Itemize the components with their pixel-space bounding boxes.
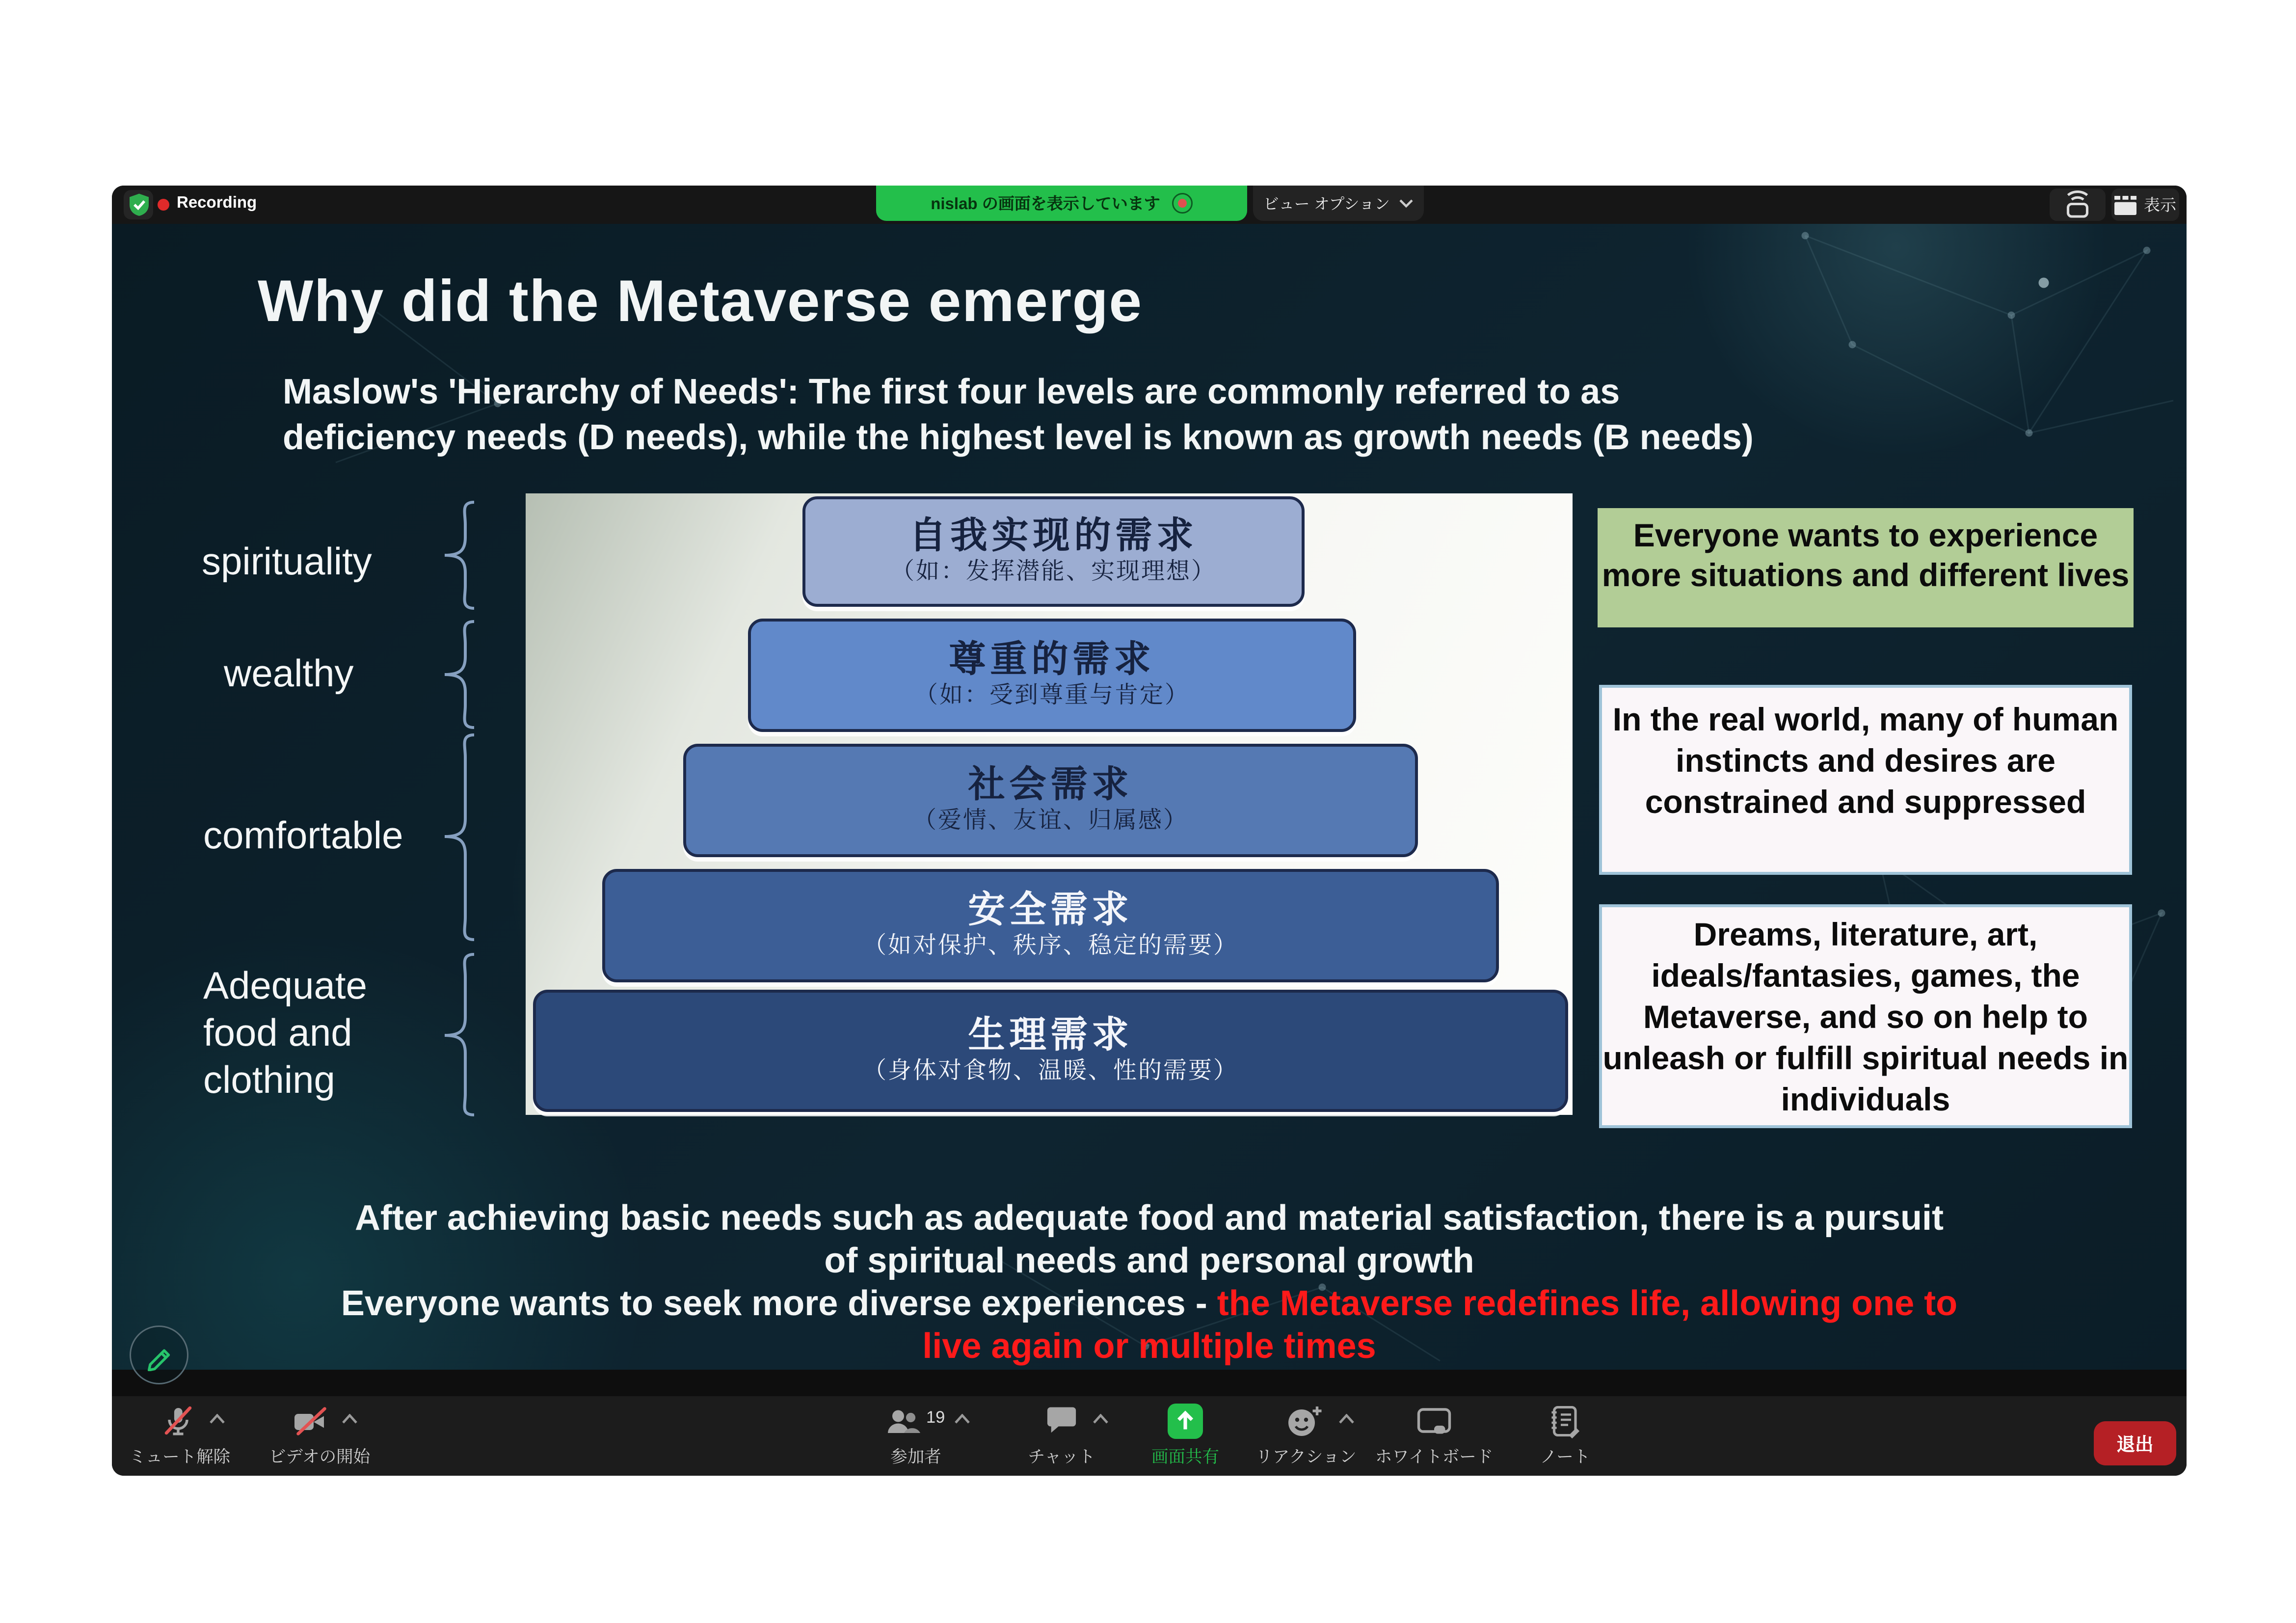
share-banner-text: nislab の画面を表示しています bbox=[931, 196, 1160, 214]
callout-white-2: Dreams, literature, art, ideals/fantasies, games, the Metaverse, and so on help to unleash or fulfill spiritual needs in individuals bbox=[1599, 904, 2132, 1128]
reactions-label: リアクション bbox=[1255, 1449, 1357, 1467]
bottom-line-2: of spiritual needs and personal growth bbox=[824, 1242, 1474, 1281]
callout-white-1: In the real world, many of human instincts and desires are constrained and suppressed bbox=[1599, 685, 2132, 875]
broadcast-button[interactable] bbox=[2050, 189, 2106, 221]
label-adequate-food: Adequate food and clothing bbox=[203, 963, 367, 1102]
reactions-caret[interactable] bbox=[1338, 1414, 1355, 1424]
pyramid-level-esteem: 尊重的需求 （如：受到尊重与肯定） bbox=[748, 619, 1356, 732]
callout-green: Everyone wants to experience more situations and different lives bbox=[1598, 508, 2134, 627]
display-label: 表示 bbox=[2144, 197, 2176, 215]
zoom-meeting-window bbox=[112, 186, 2187, 1476]
shield-check-icon bbox=[128, 193, 150, 216]
pyramid-level-social: 社会需求 （爱情、友谊、归属感） bbox=[683, 744, 1418, 857]
video-options-caret[interactable] bbox=[342, 1414, 358, 1424]
brace-adequate bbox=[439, 953, 477, 1118]
pencil-icon bbox=[143, 1339, 175, 1371]
mute-label: ミュート解除 bbox=[129, 1449, 231, 1467]
annotate-button[interactable] bbox=[130, 1325, 188, 1384]
screen-share-icon bbox=[1168, 1404, 1203, 1439]
subtitle-line-2: deficiency needs (D needs), while the highest level is known as growth needs (B needs) bbox=[283, 418, 1754, 458]
brace-wealthy bbox=[439, 620, 477, 729]
letterbox-strip bbox=[112, 1370, 2187, 1396]
screen-share-button[interactable] bbox=[1119, 1396, 1252, 1476]
mute-options-caret[interactable] bbox=[209, 1414, 225, 1424]
whiteboard-icon bbox=[1415, 1404, 1453, 1439]
reactions-smiley-icon bbox=[1285, 1404, 1324, 1439]
bottom-line-4: live again or multiple times bbox=[922, 1327, 1376, 1367]
screen-share-label: 画面共有 bbox=[1151, 1449, 1219, 1467]
participant-count: 19 bbox=[926, 1409, 945, 1427]
recording-label: Recording bbox=[177, 194, 257, 212]
slide-title: Why did the Metaverse emerge bbox=[258, 270, 1143, 334]
screen-share-banner bbox=[876, 186, 1247, 221]
bottom-line-3: Everyone wants to seek more diverse experiences - the Metaverse redefines life, allowing one to bbox=[341, 1284, 1958, 1324]
chevron-down-icon bbox=[1399, 199, 1414, 208]
start-video-button[interactable] bbox=[252, 1396, 387, 1476]
slide-bottom-text bbox=[112, 1197, 2187, 1368]
label-spirituality: spirituality bbox=[202, 539, 372, 583]
video-off-icon bbox=[292, 1404, 330, 1439]
recording-dot-icon bbox=[158, 199, 169, 211]
chat-label: チャット bbox=[1028, 1449, 1095, 1467]
banner-recording-icon bbox=[1172, 193, 1193, 214]
layout-grid-icon bbox=[2114, 195, 2136, 215]
slide-subtitle bbox=[283, 370, 1754, 461]
notes-button[interactable] bbox=[1499, 1396, 1631, 1476]
view-options-label: ビュー オプション bbox=[1263, 195, 1390, 213]
brace-comfortable bbox=[439, 733, 477, 943]
chat-bubble-icon bbox=[1044, 1404, 1079, 1439]
whiteboard-label: ホワイトボード bbox=[1375, 1449, 1494, 1467]
bottom-line-1: After achieving basic needs such as adequate food and material satisfaction, there is a pursuit bbox=[355, 1199, 1944, 1239]
reactions-button[interactable] bbox=[1240, 1396, 1372, 1476]
pyramid-level-self-actualization: 自我实现的需求 （如：发挥潜能、实现理想） bbox=[802, 496, 1305, 607]
shared-slide bbox=[112, 224, 2187, 1370]
notes-label: ノート bbox=[1540, 1449, 1591, 1467]
start-video-label: ビデオの開始 bbox=[268, 1449, 371, 1467]
display-view-button[interactable] bbox=[2111, 189, 2179, 221]
whiteboard-button[interactable] bbox=[1368, 1396, 1500, 1476]
label-comfortable: comfortable bbox=[203, 813, 403, 857]
view-options-button[interactable] bbox=[1253, 186, 1424, 221]
subtitle-line-1: Maslow's 'Hierarchy of Needs': The first four levels are commonly referred to as bbox=[283, 373, 1620, 412]
participants-icon bbox=[885, 1404, 923, 1439]
security-shield-button[interactable] bbox=[124, 190, 153, 219]
microphone-muted-icon bbox=[160, 1404, 196, 1439]
participants-caret[interactable] bbox=[954, 1414, 970, 1424]
participants-label: 参加者 bbox=[890, 1449, 941, 1467]
chat-button[interactable] bbox=[995, 1396, 1128, 1476]
chat-caret[interactable] bbox=[1093, 1414, 1109, 1424]
participants-button[interactable] bbox=[850, 1396, 982, 1476]
mute-button[interactable] bbox=[112, 1396, 247, 1476]
maslow-pyramid-image bbox=[526, 493, 1573, 1115]
label-wealthy: wealthy bbox=[224, 651, 354, 695]
meeting-topbar bbox=[112, 186, 2187, 224]
meeting-toolbar bbox=[112, 1396, 2187, 1476]
notes-icon bbox=[1549, 1404, 1581, 1439]
pyramid-level-safety: 安全需求 （如对保护、秩序、稳定的需要） bbox=[602, 869, 1499, 982]
broadcast-icon bbox=[2061, 190, 2094, 219]
pyramid-level-physiological: 生理需求 （身体对食物、温暖、性的需要） bbox=[533, 990, 1568, 1112]
leave-meeting-button[interactable]: 退出 bbox=[2094, 1421, 2176, 1465]
brace-spirituality bbox=[439, 501, 477, 610]
